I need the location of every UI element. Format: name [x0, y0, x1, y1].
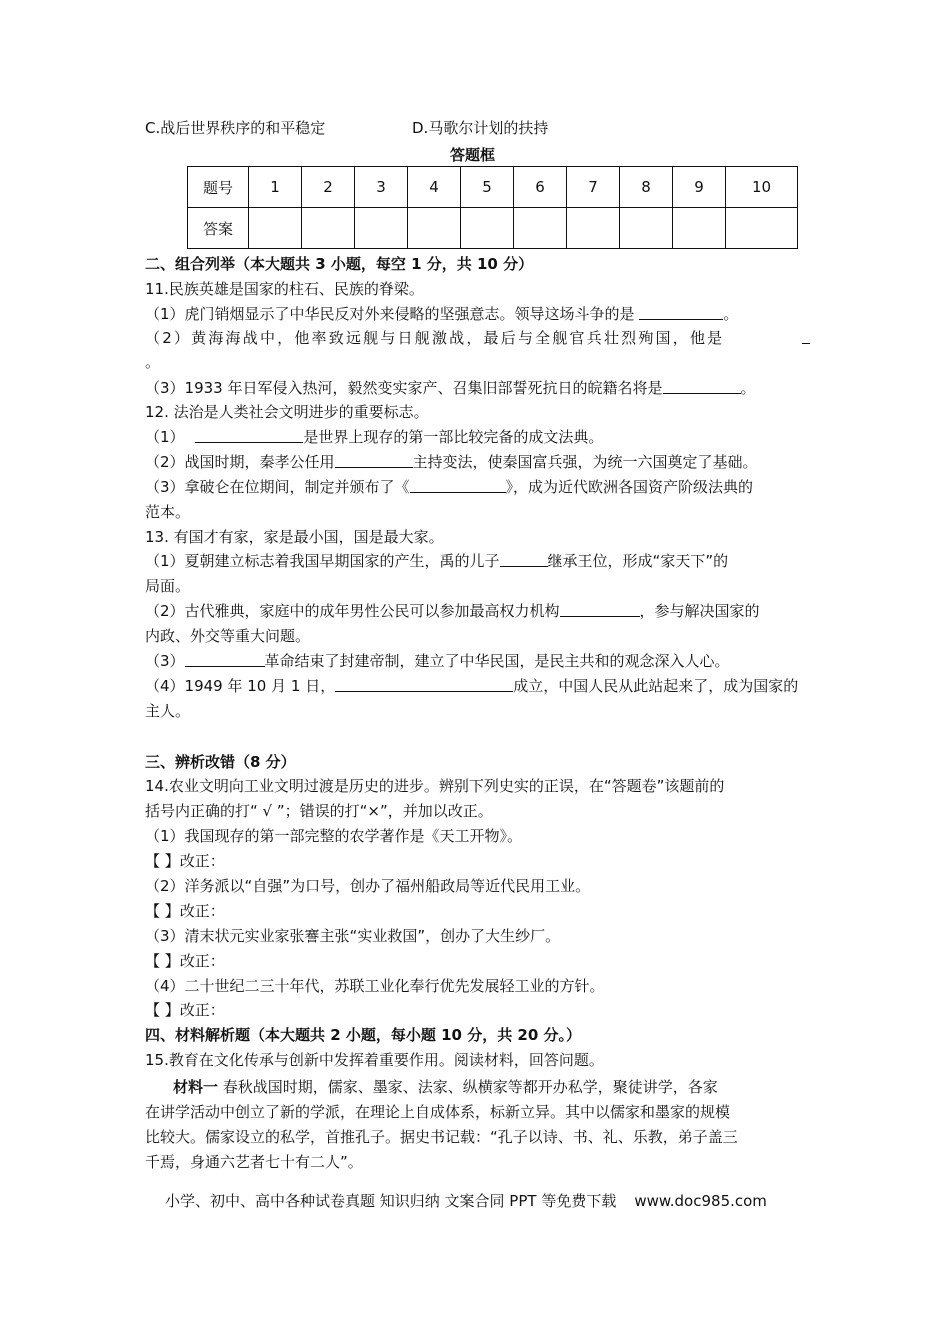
material1-line1: 材料一 春秋战国时期，儒家、墨家、法家、纵横家等都开办私学，聚徒讲学，各家 — [173, 1078, 718, 1096]
q14-line2: 括号内正确的打“ √ ”；错误的打“×”，并加以改正。 — [145, 802, 493, 820]
question-number-cell: 9 — [673, 167, 726, 208]
q14-line1: 14.农业文明向工业文明过渡是历史的进步。辨别下列史实的正误，在“答题卷”该题前的 — [145, 777, 725, 795]
section3-heading: 三、辨析改错（8 分） — [145, 753, 296, 771]
answer-cell[interactable] — [620, 208, 673, 249]
q14-item4: （4）二十世纪二三十年代，苏联工业化奉行优先发展轻工业的方针。 — [145, 977, 605, 995]
table-row — [188, 208, 798, 249]
question-number-cell: 10 — [726, 167, 798, 208]
answer-cell[interactable] — [567, 208, 620, 249]
q12-part3-cont: 范本。 — [145, 503, 191, 521]
q13-part1-cont: 局面。 — [145, 577, 191, 595]
blank[interactable] — [410, 477, 506, 493]
q13-part4-cont: 主人。 — [145, 702, 191, 720]
material-label: 材料一 — [173, 1078, 219, 1096]
question-number-cell: 2 — [302, 167, 355, 208]
question-number-cell: 3 — [355, 167, 408, 208]
q14-correction4[interactable]: 【 】改正： — [145, 1001, 225, 1019]
q13-part2: （2）古代雅典，家庭中的成年男性公民可以参加最高权力机构 ，参与解决国家的 — [145, 602, 760, 620]
footer-url[interactable]: www.doc985.com — [634, 1192, 767, 1210]
answer-cell[interactable] — [514, 208, 567, 249]
q12-part2: （2）战国时期，秦孝公任用 主持变法，使秦国富兵强，为统一六国奠定了基础。 — [145, 453, 758, 471]
blank[interactable] — [663, 378, 741, 394]
material1-line3: 比较大。儒家设立的私学，首推孔子。据史书记载：“孔子以诗、书、礼、乐教，弟子盖三 — [145, 1128, 738, 1146]
section4-heading: 四、材料解析题（本大题共 2 小题，每小题 10 分，共 20 分。） — [145, 1026, 582, 1044]
q14-item1: （1）我国现存的第一部完整的农学著作是《天工开物》。 — [145, 827, 523, 845]
blank[interactable] — [335, 452, 413, 468]
section2-heading: 二、组合列举（本大题共 3 小题，每空 1 分，共 10 分） — [145, 255, 534, 273]
answer-cell[interactable] — [461, 208, 514, 249]
answer-box-title: 答题框 — [450, 146, 496, 164]
question-number-cell: 6 — [514, 167, 567, 208]
q15-stem: 15.教育在文化传承与创新中发挥着重要作用。阅读材料，回答问题。 — [145, 1051, 604, 1069]
blank[interactable] — [195, 427, 303, 443]
page-footer — [165, 1191, 767, 1211]
material1-line2: 在讲学活动中创立了新的学派，在理论上自成体系，标新立异。其中以儒家和墨家的规模 — [145, 1103, 731, 1121]
answer-table — [187, 166, 798, 249]
q11-part2: （2）黄海海战中，他率致远舰与日舰激战，最后与全舰官兵壮烈殉国，他是 — [145, 328, 810, 348]
blank[interactable] — [185, 651, 265, 667]
q14-item3: （3）清末状元实业家张謇主张“实业救国”，创办了大生纱厂。 — [145, 927, 561, 945]
table-row — [188, 167, 798, 208]
q12-part1: （1） 是世界上现存的第一部比较完备的成文法典。 — [145, 428, 604, 446]
question-number-cell: 7 — [567, 167, 620, 208]
row-label-number: 题号 — [188, 167, 249, 208]
q13-part1: （1）夏朝建立标志着我国早期国家的产生，禹的儿子 继承王位，形成“家天下”的 — [145, 552, 729, 570]
question-number-cell: 4 — [408, 167, 461, 208]
option-c: C.战后世界秩序的和平稳定 — [145, 119, 326, 137]
q14-item2: （2）洋务派以“自强”为口号，创办了福州船政局等近代民用工业。 — [145, 877, 591, 895]
q14-correction2[interactable]: 【 】改正： — [145, 902, 225, 920]
question-number-cell: 1 — [249, 167, 302, 208]
blank[interactable] — [500, 551, 548, 567]
answer-cell[interactable] — [726, 208, 798, 249]
answer-cell[interactable] — [673, 208, 726, 249]
question-number-cell: 5 — [461, 167, 514, 208]
q12-part3: （3）拿破仑在位期间，制定并颁布了《 》，成为近代欧洲各国资产阶级法典的 — [145, 478, 754, 496]
q12-stem: 12. 法治是人类社会文明进步的重要标志。 — [145, 403, 429, 421]
blank[interactable] — [560, 601, 640, 617]
row-label-answer: 答案 — [188, 208, 249, 249]
answer-cell[interactable] — [408, 208, 461, 249]
footer-text: 小学、初中、高中各种试卷真题 知识归纳 文案合同 PPT 等免费下载 — [165, 1192, 617, 1210]
q11-part3: （3）1933 年日军侵入热河，毅然变实家产、召集旧部誓死抗日的皖籍名将是 。 — [145, 379, 756, 397]
answer-cell[interactable] — [355, 208, 408, 249]
q11-part2-end: 。 — [145, 353, 161, 371]
q13-part2-cont: 内政、外交等重大问题。 — [145, 627, 311, 645]
q14-correction3[interactable]: 【 】改正： — [145, 952, 225, 970]
blank[interactable] — [802, 328, 810, 344]
blank[interactable] — [639, 304, 723, 320]
question-number-cell: 8 — [620, 167, 673, 208]
material1-line4: 千焉，身通六艺者七十有二人”。 — [145, 1153, 363, 1171]
q13-stem: 13. 有国才有家，家是最小国，国是最大家。 — [145, 528, 444, 546]
q10-options — [145, 118, 810, 138]
answer-cell[interactable] — [302, 208, 355, 249]
option-d: D.马歌尔计划的扶持 — [412, 119, 549, 137]
q11-part1: （1）虎门销烟显示了中华民反对外来侵略的坚强意志。领导这场斗争的是 。 — [145, 305, 739, 323]
q13-part3: （3） 革命结束了封建帝制，建立了中华民国，是民主共和的观念深入人心。 — [145, 652, 730, 670]
q14-correction1[interactable]: 【 】改正： — [145, 852, 225, 870]
q11-stem: 11.民族英雄是国家的柱石、民族的脊梁。 — [145, 280, 424, 298]
blank[interactable] — [335, 676, 513, 692]
answer-cell[interactable] — [249, 208, 302, 249]
q13-part4: （4）1949 年 10 月 1 日， 成立，中国人民从此站起来了，成为国家的 — [145, 677, 799, 695]
